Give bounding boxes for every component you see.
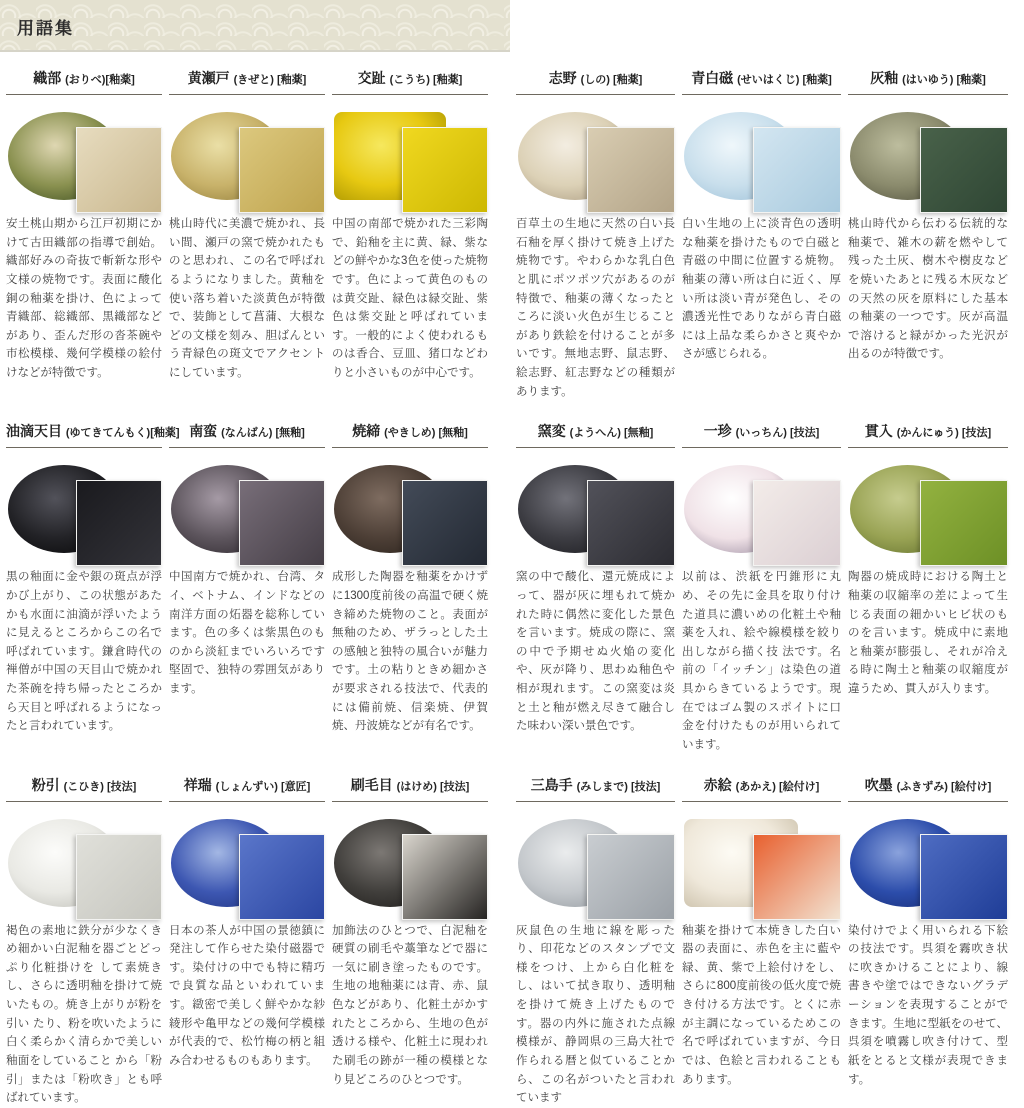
entry-term: 灰釉 [870, 70, 899, 86]
entry-title [682, 421, 841, 441]
entry-description: 百草土の生地に天然の白い長石釉を厚く掛けて焼き上げた焼物です。やわらかな乳白色と肌にポツポツ穴があるのが特徴で、釉薬の薄くなったところに淡い火色が生じることがあり鉄絵を付けることが多いです。無地志野、鼠志野、絵志野、紅志野などの種類があります。 [516, 218, 675, 398]
entry-photo [6, 460, 162, 560]
entry-description: 中国南方で焼かれ、台湾、タイ、ベトナム、インドなどの南洋方面の炻器を総称しています。色の多くは紫黒色のものから淡紅までいろいろです堅固で、独特の雰囲気があります。 [169, 571, 325, 695]
detail-inset-image [402, 834, 488, 920]
entry-term: 志野 [548, 70, 577, 86]
title-underline [6, 447, 162, 448]
entry-term: 窯変 [537, 423, 566, 440]
entry-description: 染付けでよく用いられる下絵の技法です。呉須を霧吹き状に吹きかけることにより、線書きや塗ではできないグラデーションを表現することができます。生地に型紙をのせて、呉須を噴霧し吹き付けて、型紙をとると文様が表現できます。 [848, 924, 1008, 1086]
detail-inset-image [920, 834, 1008, 920]
detail-inset-image [76, 127, 162, 213]
entry-reading-category: (あかえ) [絵付け] [735, 780, 820, 793]
glossary-entry-kouchi [332, 66, 488, 401]
entry-title [516, 775, 675, 795]
entry-term: 吹墨 [864, 776, 893, 793]
entry-reading-category: (おりべ)[釉薬] [65, 74, 135, 86]
entry-term: 南蛮 [189, 423, 218, 440]
title-underline [848, 801, 1008, 802]
detail-inset-image [587, 480, 675, 566]
glossary-entry-oribe [6, 66, 162, 401]
entry-title [516, 421, 675, 441]
title-underline [516, 447, 675, 448]
detail-inset-image [920, 480, 1008, 566]
glossary-entry-yakishime [332, 419, 488, 754]
entry-photo [848, 460, 1008, 560]
title-underline [682, 94, 841, 95]
entry-title [169, 68, 325, 88]
glossary-entry-nanban [169, 419, 325, 754]
glossary-entry-seihakuji [682, 66, 841, 401]
glossary-entry-youhen [516, 419, 675, 754]
entry-photo [848, 814, 1008, 914]
detail-inset-image [753, 127, 841, 213]
title-underline [169, 447, 325, 448]
entry-photo [332, 460, 488, 560]
title-underline [332, 447, 488, 448]
entry-photo [516, 814, 675, 914]
entry-term: 貫入 [864, 423, 893, 440]
entry-title [848, 775, 1008, 795]
entry-reading-category: (かんにゅう) [技法] [896, 427, 992, 440]
title-underline [6, 801, 162, 802]
entry-title [848, 421, 1008, 441]
entry-reading-category: (しの) [釉薬] [580, 74, 643, 86]
entry-photo [6, 107, 162, 207]
entry-description: 桃山時代から伝わる伝統的な釉薬で、雑木の薪を燃やして残った土灰、樹木や樹皮などを焼いたあとに残る木灰などの天然の灰を原料にした基本の釉薬の一つです。灰が高温で溶けると緑がかった光沢が出るのが特徴です。 [848, 218, 1008, 361]
title-underline [169, 801, 325, 802]
glossary-entry-shonzui [169, 773, 325, 1108]
detail-inset-image [239, 480, 325, 566]
entry-description: 以前は、渋紙を円錐形に丸め、その先に金具を取り付けた道具に濃いめの化粧土や釉薬を入れ、絵や線模様を絞り出しながら描く技 法です。名前の「イッチン」は染色の道具からきているようです。現在ではゴム製のスポイトに口金を付けたものが用いられています。 [682, 571, 841, 751]
glossary-entry-kizeto [169, 66, 325, 401]
entry-title [6, 775, 162, 795]
title-underline [848, 94, 1008, 95]
entry-photo [516, 460, 675, 560]
entry-photo [332, 107, 488, 207]
glossary-entry-fukizumi [848, 773, 1008, 1108]
entry-description: 黒の釉面に金や銀の斑点が浮かび上がり、この状態があたかも水面に油滴が浮いたように見えるところからこの名で呼ばれています。鎌倉時代の禅僧が中国の天目山で焼かれた茶碗を持ち帰ったところから天目と呼ばれるようになったと言われています。 [6, 571, 162, 733]
entry-description: 陶器の焼成時における陶土と釉薬の収縮率の差によって生じる表面の細かいヒビ状のものを言います。焼成中に素地と釉薬が膨張し、それが冷える時に陶土と釉薬の収縮度が違うため、貫入が入ります。 [848, 571, 1008, 695]
entry-reading-category: (しょんずい) [意匠] [215, 780, 311, 793]
detail-inset-image [587, 127, 675, 213]
entry-reading-category: (ふきずみ) [絵付け] [896, 780, 992, 793]
detail-inset-image [402, 127, 488, 213]
glossary-entry-kohiki [6, 773, 162, 1108]
entry-term: 粉引 [31, 776, 60, 793]
glossary-entry-hakeme [332, 773, 488, 1108]
entry-title [682, 775, 841, 795]
title-underline [169, 94, 325, 95]
entry-reading-category: (きぜと) [釉薬] [233, 74, 307, 86]
title-underline [848, 447, 1008, 448]
entry-photo [169, 814, 325, 914]
entry-title [516, 68, 675, 88]
entry-term: 黄瀬戸 [187, 70, 230, 86]
entry-description: 日本の茶人が中国の景徳鎮に発注して作らせた染付磁器です。染付けの中でも特に精巧で良質な品といわれています。緻密で美しく鮮やかな紗綾形や亀甲などの幾何学模様が代表的で、松竹梅の柄と組み合わせるものもあります。 [169, 924, 325, 1067]
title-underline [332, 801, 488, 802]
title-underline [516, 801, 675, 802]
entry-term: 一珍 [703, 423, 732, 440]
entry-term: 刷毛目 [350, 776, 393, 793]
entry-description: 褐色の素地に鉄分が少なくきめ細かい白泥釉を器ごとどっぷり化粧掛けを して素焼きし、さらに透明釉を掛けて焼いたもの。焼き上がりが粉を引い たり、粉を吹いたように白く柔らかく清らかで美しい釉面をしていること から「粉引」または「粉吹き」とも呼ばれています。 [6, 924, 162, 1105]
entry-reading-category: (はけめ) [技法] [396, 780, 470, 793]
entry-photo [516, 107, 675, 207]
entry-description: 窯の中で酸化、還元焼成によって、器が灰に埋もれて焼かれた時に偶然に変化した景色を言います。焼成の際に、窯の中で予期せぬ火焔の変化や、灰が降り、思わぬ釉色や相が現れます。この窯変は炎と土と釉が燃え尽きて融合した味わい深い景色です。 [516, 571, 675, 733]
detail-inset-image [402, 480, 488, 566]
entry-description: 灰鼠色の生地に線を彫ったり、印花などのスタンプで文様をつけ、上から白化粧をし、はいて拭き取り、透明釉を掛けて焼き上げたものです。器の内外に施された点線模様が、静岡県の三島大社で作られる暦と似ていることから、この名がついたと言われています [516, 924, 675, 1105]
entry-reading-category: (いっちん) [技法] [735, 427, 820, 440]
entry-term: 焼締 [352, 423, 381, 440]
entry-photo [169, 460, 325, 560]
entry-term: 三島手 [530, 776, 573, 793]
page-title: 用語集 [17, 19, 74, 38]
entry-term: 青白磁 [691, 70, 734, 86]
detail-inset-image [76, 480, 162, 566]
entry-reading-category: (せいはくじ) [釉薬] [737, 74, 832, 86]
title-underline [682, 801, 841, 802]
entry-title [6, 421, 180, 441]
entry-title [6, 68, 162, 88]
glossary-entry-yutekitenmoku [6, 419, 180, 754]
entry-photo [332, 814, 488, 914]
entry-description: 安土桃山期から江戸初期にかけて古田織部の指導で創始。織部好みの奇抜で斬新な形や文様の焼物です。表面に酸化銅の釉薬を掛け、色によって青織部、総織部、黒織部などがあり、歪んだ形の沓茶碗や市松模様、幾何学模様の絵付けなどが特徴です。 [6, 218, 162, 379]
glossary-entry-mishimade [516, 773, 675, 1108]
entry-title [332, 775, 488, 795]
entry-reading-category: (ようへん) [無釉] [569, 427, 654, 440]
entry-reading-category: (ゆてきてんもく)[釉薬] [65, 427, 180, 440]
entry-title [169, 775, 325, 795]
entry-title [682, 68, 841, 88]
glossary-entry-haiyu [848, 66, 1008, 401]
entry-reading-category: (なんばん) [無釉] [221, 427, 305, 440]
entry-photo [848, 107, 1008, 207]
entry-description: 釉薬を掛けて本焼きした白い器の表面に、赤色を主に藍や緑、黄、紫で上絵付けをし、さらに800度前後の低火度で焼き付ける方法です。とくに赤が主調になっているためこの名で呼ばれていますが、今日では、色絵と言われることもあります。 [682, 924, 841, 1086]
entry-reading-category: (やきしめ) [無釉] [384, 427, 468, 440]
entry-description: 桃山時代に美濃で焼かれ、長い間、瀬戸の窯で焼かれたものと思われ、この名で呼ばれるようになりました。黄釉を使い落ち着いた淡黄色が特徴で、装飾として菖蒲、大根などの文様を刻み、胆ばんという青緑色の斑文でアクセントにしています。 [169, 218, 325, 379]
entry-photo [682, 460, 841, 560]
detail-inset-image [753, 834, 841, 920]
entry-term: 油滴天目 [6, 423, 62, 440]
entry-photo [682, 814, 841, 914]
page-header-banner [0, 0, 510, 52]
entry-title [169, 421, 325, 441]
entry-photo [6, 814, 162, 914]
entry-reading-category: (こひき) [技法] [63, 780, 137, 793]
entry-term: 祥瑞 [183, 776, 212, 793]
glossary-entry-akae [682, 773, 841, 1108]
detail-inset-image [920, 127, 1008, 213]
entry-title [848, 68, 1008, 88]
entry-title [332, 421, 488, 441]
title-underline [332, 94, 488, 95]
detail-inset-image [753, 480, 841, 566]
entry-term: 赤絵 [703, 776, 732, 793]
entry-reading-category: (こうち) [釉薬] [389, 74, 463, 86]
entry-term: 織部 [33, 70, 62, 86]
title-underline [516, 94, 675, 95]
entry-photo [682, 107, 841, 207]
entry-term: 交趾 [357, 70, 386, 86]
title-underline [6, 94, 162, 95]
entry-reading-category: (はいゆう) [釉薬] [902, 74, 986, 86]
entry-title [332, 68, 488, 88]
glossary-grid [0, 52, 1024, 1108]
entry-description: 加飾法のひとつで、白泥釉を硬質の刷毛や藁筆などで器に一気に刷き塗ったものです。生地の地釉薬には青、赤、鼠色などがあり、化粧土がかすれたところから、生地の色が透ける様や、化粧土に現われた刷毛の跡が一種の模様となり見どころのひとつです。 [332, 924, 488, 1086]
detail-inset-image [587, 834, 675, 920]
entry-description: 成形した陶器を釉薬をかけずに1300度前後の高温で硬く焼き締めた焼物のこと。表面が無釉のため、ザラっとした土の感触と独特の風合いが魅力です。土の粘りときめ細かさが要求される技法で、代表的には備前焼、信楽焼、伊賀焼、丹波焼などが有名です。 [332, 571, 488, 733]
detail-inset-image [239, 834, 325, 920]
glossary-entry-kannyu [848, 419, 1008, 754]
detail-inset-image [76, 834, 162, 920]
title-underline [682, 447, 841, 448]
entry-reading-category: (みしまで) [技法] [576, 780, 661, 793]
entry-description: 白い生地の上に淡青色の透明な釉薬を掛けたもので白磁と青磁の中間に位置する焼物。釉薬の薄い所は白に近く、厚い所は淡い青が発色し、その濃透光性でありながら青白磁には上品な柔らかさと爽やかさが感じられる。 [682, 218, 841, 361]
entry-description: 中国の南部で焼かれた三彩陶で、鉛釉を主に黄、緑、紫などの鮮やかな3色を使った焼物です。色によって黄色のものは黄交趾、緑色は緑交趾、紫色は紫交趾と呼ばれています。一般的によく使われるものは香合、豆皿、猪口などわりと小さいものが中心です。 [332, 218, 488, 379]
entry-photo [169, 107, 325, 207]
detail-inset-image [239, 127, 325, 213]
glossary-entry-shino [516, 66, 675, 401]
glossary-entry-icchin [682, 419, 841, 754]
